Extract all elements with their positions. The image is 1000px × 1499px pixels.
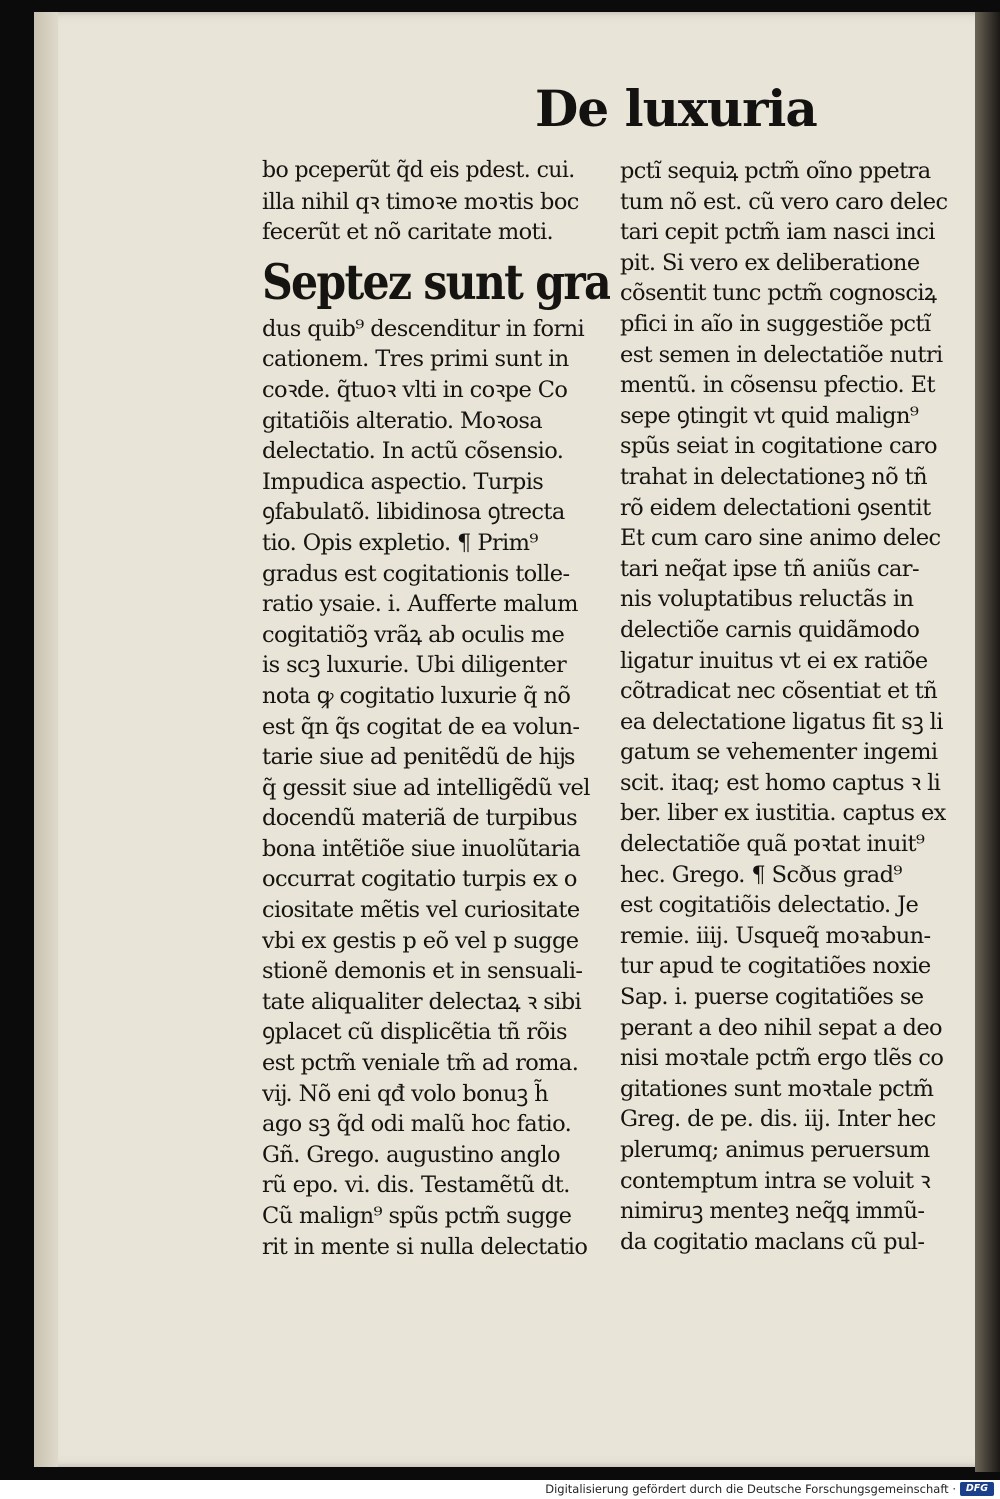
text-line: Greg. de pe. dis. iij. Inter hec — [620, 1106, 936, 1133]
text-line: perant a deo nihil sepat a deo — [620, 1014, 942, 1041]
text-line: nisi moꝛtale pctm̃ ergo tlẽs co — [620, 1045, 944, 1072]
page-edge-shadow — [34, 12, 58, 1467]
text-line: ligatur inuitus vt ei ex ratiõe — [620, 647, 928, 674]
text-line: dus quib⁹ descenditur in forni — [262, 315, 585, 342]
left-text-column — [262, 156, 610, 1262]
text-line: occurrat cogitatio turpis ex o — [262, 866, 577, 893]
text-line: ea delectatione ligatus fit sꝫ li — [620, 708, 943, 735]
text-line: est cogitatiõis delectatio. Je — [620, 892, 919, 919]
text-line: scit. itaq; est homo captus ꝛ li — [620, 769, 941, 796]
text-line: Cũ malign⁹ spũs pctm̃ sugge — [262, 1203, 572, 1229]
text-line: hec. Grego. ¶ Scðus grad⁹ — [620, 861, 902, 888]
text-line: nimiruꝫ menteꝫ neq̃ꝗ immũ- — [620, 1198, 925, 1225]
text-line: Et cum caro sine animo delec — [620, 525, 941, 552]
text-line: da cogitatio maclans cũ pul- — [620, 1228, 925, 1255]
text-line: rõ eidem delectationi ꝯsentit — [620, 494, 931, 521]
text-line: tari neq̃at ipse tñ aniũs car- — [620, 555, 919, 582]
text-line: cogitatiõꝫ vrãꝝ ab oculis me — [262, 621, 565, 648]
text-line: is scꝫ luxurie. Ubi diligenter — [262, 652, 567, 679]
running-head: De luxuria — [535, 79, 817, 138]
text-line: vĳ. Nõ eni qđ volo bonuꝫ h̃ — [262, 1080, 549, 1107]
text-line: rit in mente si nulla delectatio — [262, 1233, 588, 1260]
section-heading: Septez sunt gra — [262, 252, 610, 311]
text-line: gradus est cogitationis tolle- — [262, 560, 570, 587]
right-text-column — [620, 156, 975, 1257]
text-line: gatum se vehementer ingemi — [620, 739, 938, 766]
text-line: Sap. i. puerse cogitatiões se — [620, 984, 924, 1011]
text-line: gitatiõis alteratio. Moꝛosa — [262, 407, 543, 434]
text-line: stionẽ demonis et in sensuali- — [262, 958, 583, 985]
text-line: bo pceperũt q̃d eis pdest. cui. — [262, 158, 575, 183]
left-body-lines — [262, 314, 610, 1262]
text-line: cationem. Tres primi sunt in — [262, 346, 569, 373]
text-line: delectatiõe quã poꝛtat inuit⁹ — [620, 831, 925, 858]
text-line: pit. Si vero ex deliberatione — [620, 249, 920, 276]
text-line: ꝯfabulatõ. libidinosa ꝯtrecta — [262, 499, 565, 526]
text-line: ratio ysaie. i. Aufferte malum — [262, 591, 578, 618]
text-line: ago sꝫ q̃d odi malũ hoc fatio. — [262, 1111, 572, 1138]
binding-shadow — [975, 12, 1000, 1472]
text-line: docendũ materiã de turpibus — [262, 805, 578, 832]
text-line: vbi ex gestis p eõ vel p sugge — [262, 927, 579, 954]
text-line: ber. liber ex iustitia. captus ex — [620, 800, 946, 827]
text-line: rũ epo. vi. dis. Testamẽtũ dt. — [262, 1172, 570, 1199]
text-line: delectiõe carnis quidãmodo — [620, 616, 920, 643]
text-line: est q̃n q̃s cogitat de ea volun- — [262, 713, 580, 740]
text-line: plerumq; animus peruersum — [620, 1137, 930, 1163]
text-line: trahat in delectationeꝫ nõ tñ — [620, 463, 927, 490]
text-line: remie. iiij. Usqueq̃ moꝛabun- — [620, 922, 931, 949]
text-line: q̃ gessit siue ad intelligẽdũ vel — [262, 774, 590, 801]
text-line: cõtradicat nec cõsentiat et tñ — [620, 678, 938, 705]
text-line: fecerũt et nõ caritate moti. — [262, 219, 554, 246]
text-line: Impudica aspectio. Turpis — [262, 468, 544, 495]
text-line: tio. Opis expletio. ¶ Prim⁹ — [262, 529, 538, 556]
text-line: est pctm̃ veniale tm̃ ad roma. — [262, 1050, 579, 1077]
text-line: est semen in delectatiõe nutri — [620, 341, 943, 368]
text-line: illa nihil qꝛ timoꝛe moꝛtis boc — [262, 188, 579, 215]
text-line: tur apud te cogitatiões noxie — [620, 953, 931, 980]
text-line: tum nõ est. cũ vero caro delec — [620, 188, 948, 215]
text-line: spũs seiat in cogitatione caro — [620, 433, 937, 460]
text-line: tari cepit pctm̃ iam nasci inci — [620, 219, 935, 246]
text-line: Gñ. Grego. augustino anglo — [262, 1141, 560, 1168]
text-line: tarie siue ad penitẽdũ de hĳs — [262, 744, 575, 771]
text-line: nis voluptatibus reluctãs in — [620, 586, 914, 613]
text-line: nota ꝙ cogitatio luxurie q̃ nõ — [262, 682, 571, 709]
text-line: pctĩ sequiꝝ pctm̃ oĩno ppetra — [620, 158, 931, 184]
text-line: ciositate mẽtis vel curiositate — [262, 897, 580, 924]
text-line: cõsentit tunc pctm̃ cognosciꝝ — [620, 280, 937, 307]
text-line: sepe ꝯtingit vt quid malign⁹ — [620, 402, 919, 429]
text-line: pfici in aĩo in suggestiõe pctĩ — [620, 310, 931, 337]
right-body-lines — [620, 156, 975, 1257]
text-line: bona intẽtiõe siue inuolũtaria — [262, 835, 581, 862]
text-line: tate aliqualiter delectaꝝ ꝛ sibi — [262, 988, 582, 1015]
text-line: coꝛde. q̃tuoꝛ vlti in coꝛpe Co — [262, 376, 568, 403]
text-line: ꝯplacet cũ displicẽtia tñ rõis — [262, 1019, 567, 1046]
text-line: mentũ. in cõsensu pfectio. Et — [620, 372, 935, 399]
digitization-credit: Digitalisierung gefördert durch die Deutsche Forschungsgemeinschaft · — [545, 1482, 956, 1496]
text-line: contemptum intra se voluit ꝛ — [620, 1167, 931, 1194]
text-line: gitationes sunt moꝛtale pctm̃ — [620, 1075, 934, 1102]
text-line: delectatio. In actũ cõsensio. — [262, 438, 564, 465]
dfg-logo: DFG — [960, 1482, 994, 1496]
